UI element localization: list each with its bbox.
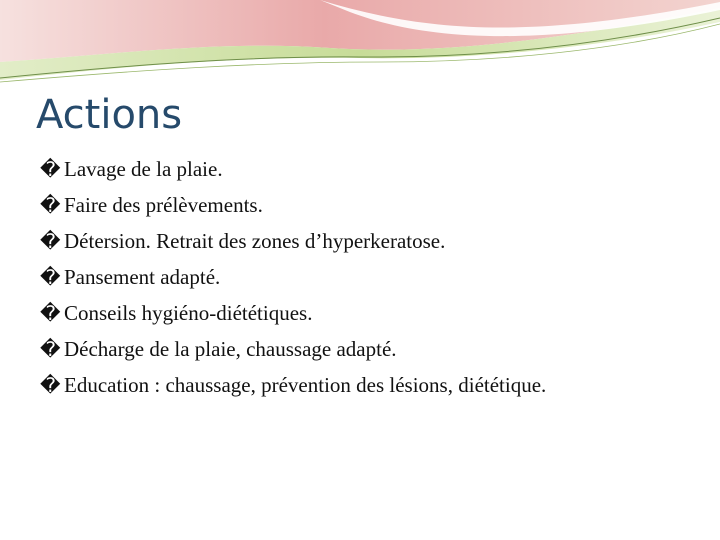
bullet-item: [40, 263, 600, 291]
bullet-glyph-icon: �: [40, 193, 61, 217]
bullet-text: Faire des prélèvements.: [64, 193, 263, 217]
slide-title: Actions: [36, 92, 183, 138]
bullet-glyph-icon: �: [40, 301, 61, 325]
bullet-glyph-icon: �: [40, 337, 61, 361]
bullet-text: Pansement adapté.: [64, 265, 221, 289]
bullet-text: Détersion. Retrait des zones d’hyperkeratose.: [64, 229, 446, 253]
bullet-item: [40, 155, 600, 183]
bullet-text: Conseils hygiéno-diététiques.: [64, 301, 313, 325]
bullet-item: [40, 299, 600, 327]
bullet-glyph-icon: �: [40, 229, 61, 253]
bullet-text: Décharge de la plaie, chaussage adapté.: [64, 337, 397, 361]
bullet-item: [40, 191, 600, 219]
bullet-text: Lavage de la plaie.: [64, 157, 223, 181]
header-wave-decoration: [0, 0, 720, 90]
bullet-list: [40, 155, 600, 407]
bullet-glyph-icon: �: [40, 157, 61, 181]
bullet-text: Education : chaussage, prévention des lésions, diététique.: [64, 373, 547, 397]
bullet-glyph-icon: �: [40, 373, 61, 397]
bullet-glyph-icon: �: [40, 265, 61, 289]
bullet-item: [40, 227, 600, 255]
bullet-item: [40, 371, 600, 399]
bullet-item: [40, 335, 600, 363]
